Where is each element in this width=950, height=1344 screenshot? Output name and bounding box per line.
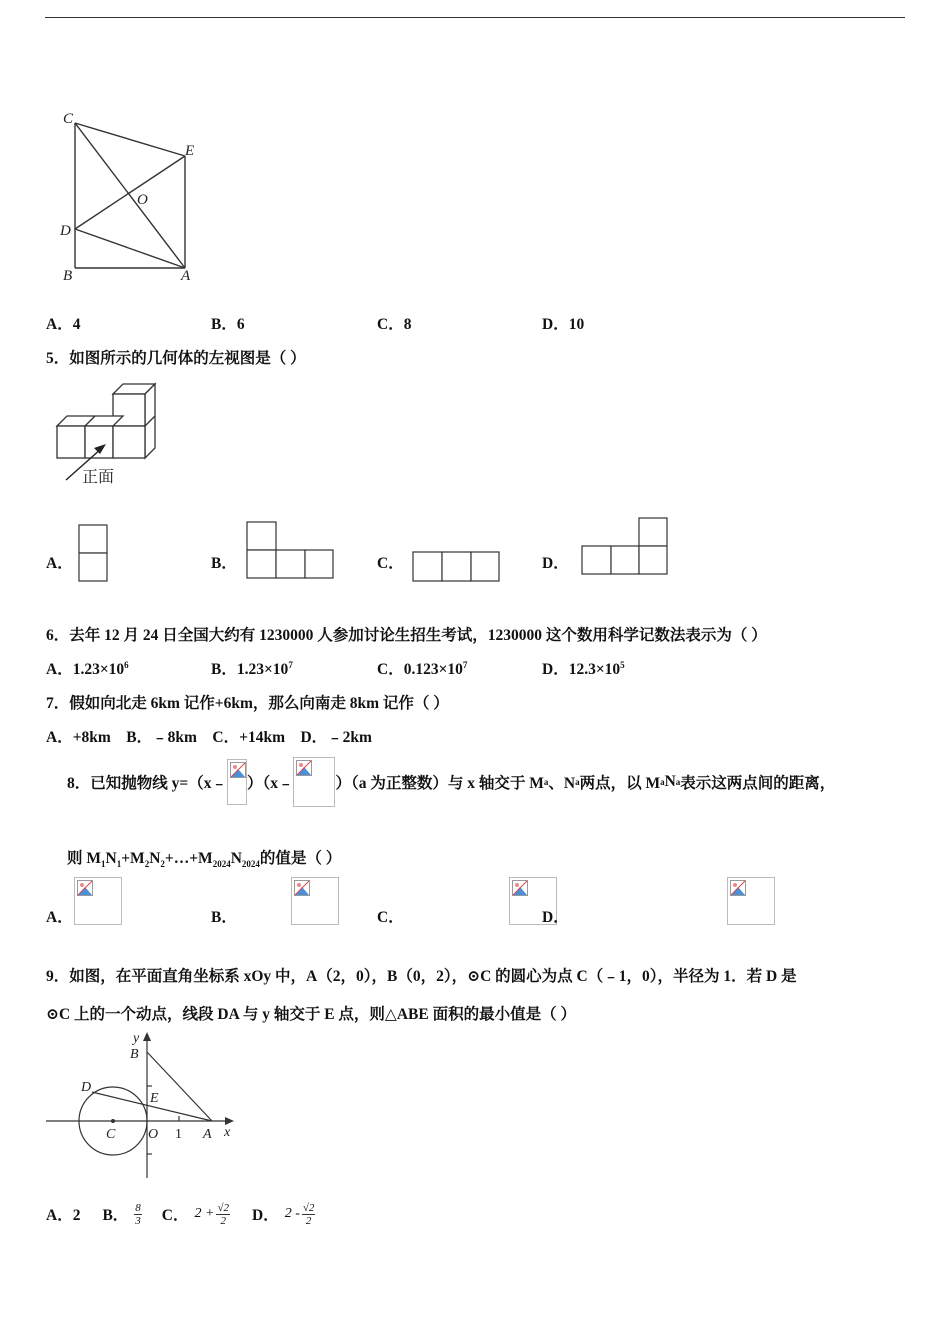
q4-option-c[interactable] [377, 312, 411, 334]
fraction-numerator: √2 [217, 1201, 229, 1214]
q9-option-c[interactable] [162, 1202, 230, 1227]
q9-option-b-fraction [134, 1202, 142, 1227]
q8-line2-t2: +M [121, 850, 145, 867]
cube-2 [85, 426, 113, 458]
q9-option-b[interactable] [102, 1202, 141, 1227]
label-C: C [106, 1127, 116, 1142]
q9-option-c-int: 2 + [194, 1206, 215, 1221]
q8-stem-part2: ）（x﹣ [246, 775, 294, 792]
q4-figure [55, 105, 215, 285]
q8-option-d-image[interactable] [727, 877, 775, 925]
q6-option-d[interactable] [542, 657, 625, 679]
q4-option-a-value: 4 [72, 316, 81, 333]
q8-line2-s4: 2 [160, 859, 165, 870]
q5-option-c-figure[interactable] [411, 550, 501, 584]
q7-options[interactable]: A．+8km B．﹣8km C．+14km D．﹣2km [46, 729, 372, 746]
q6-option-c-exp: 7 [462, 659, 468, 670]
front-label: 正面 [82, 469, 115, 486]
q8-option-a-image[interactable] [74, 877, 122, 925]
view-b-2 [276, 550, 305, 578]
q8-line2-s1: 1 [101, 859, 106, 870]
q8-broken-image-1 [227, 759, 247, 805]
q6-option-a-exp: 6 [124, 659, 129, 670]
label-D: D [60, 223, 71, 239]
seg-CE [75, 123, 185, 156]
fraction-denominator: 3 [135, 1214, 141, 1227]
q8-stem-part4: 、N [548, 775, 576, 792]
q9-option-d-letter: D． [252, 1207, 279, 1224]
q5-stem: 5．如图所示的几何体的左视图是（ ） [46, 350, 306, 367]
q6-option-b-exp: 7 [288, 659, 293, 670]
q6-option-b-letter: B． [211, 661, 237, 678]
q4-option-d[interactable] [542, 312, 584, 334]
q4-option-b[interactable] [211, 312, 245, 334]
q8-broken-image-2 [293, 757, 335, 807]
q7-stem: 7．假如向北走 6km 记作+6km，那么向南走 8km 记作（ ） [46, 695, 449, 712]
q6-option-d-base: 12.3×10 [568, 661, 621, 678]
q6-option-d-exp: 5 [620, 659, 625, 670]
q8-option-a-letter[interactable]: A． [46, 909, 73, 926]
q5-option-b-figure[interactable] [245, 520, 335, 582]
view-c-1 [413, 552, 442, 581]
seg-CA [75, 123, 185, 268]
view-c-2 [442, 552, 471, 581]
q9-stem-line2: ⊙C 上的一个动点，线段 DA 与 y 轴交于 E 点，则△ABE 面积的最小值是（ ） [46, 1006, 576, 1023]
label-A: A [181, 268, 191, 284]
view-b-top [247, 522, 276, 550]
label-1: 1 [175, 1127, 182, 1142]
q8-option-d-letter[interactable]: D． [542, 909, 569, 926]
view-d-top [639, 518, 667, 546]
seg-DA [75, 229, 185, 268]
broken-image-icon [230, 762, 246, 778]
q5-option-a-letter[interactable]: A． [46, 555, 73, 572]
q8-line2-t1: N [105, 850, 117, 867]
q8-sub-a-2: a [575, 777, 580, 787]
q8-option-b-letter[interactable]: B． [211, 909, 237, 926]
q6-option-c-letter: C． [377, 661, 404, 678]
q8-line2-s3: 2 [144, 859, 150, 870]
cube-3 [113, 426, 145, 458]
q9-option-c-letter: C． [161, 1207, 189, 1224]
q8-stem-part6: N [664, 773, 676, 790]
q8-stem-part7: 表示这两点间的距离， [680, 775, 836, 792]
q8-stem-line2 [67, 846, 341, 869]
q9-stem-line1: 9．如图，在平面直角坐标系 xOy 中，A（2，0），B（0，2），⊙C 的圆心为点 C（﹣1，0），半径为 1．若 D 是 [46, 968, 797, 985]
view-d-1 [582, 546, 611, 574]
view-b-3 [305, 550, 333, 578]
q4-option-a[interactable] [46, 312, 80, 334]
q9-option-a-value: 2 [72, 1207, 81, 1224]
view-b-1 [247, 550, 276, 578]
label-C: C [63, 111, 74, 127]
view-a-top [79, 525, 107, 553]
label-x: x [224, 1125, 231, 1140]
q8-stem-line1 [67, 756, 835, 808]
q8-sub-a-4: a [675, 777, 681, 787]
q4-option-c-value: 8 [403, 316, 412, 333]
q8-sub-a-1: a [543, 777, 549, 787]
q4-option-b-value: 6 [236, 316, 245, 333]
label-y: y [133, 1031, 140, 1046]
q8-line2-t5: N [230, 850, 242, 867]
q4-option-c-letter: C． [377, 316, 404, 333]
q6-option-c-base: 0.123×10 [403, 661, 463, 678]
q5-option-c-letter[interactable]: C． [377, 555, 404, 572]
q5-option-b-letter[interactable]: B． [211, 555, 237, 572]
q6-stem: 6．去年 12 月 24 日全国大约有 1230000 人参加讨论生招生考试，1230000 这个数用科学记数法表示为（ ） [46, 627, 767, 644]
fraction-numerator: √2 [302, 1201, 315, 1214]
q4-option-a-letter: A． [46, 316, 73, 333]
q9-option-d-int: 2 - [284, 1206, 300, 1221]
q9-option-d-fraction [302, 1202, 316, 1227]
q5-option-d-letter[interactable]: D． [542, 555, 569, 572]
q8-line2-s5: 2024 [212, 859, 231, 870]
label-B: B [63, 268, 73, 284]
q8-line2-s2: 1 [116, 859, 122, 870]
q6-option-b[interactable] [211, 657, 293, 679]
q6-option-b-base: 1.23×10 [236, 661, 289, 678]
q9-option-b-letter: B． [102, 1207, 129, 1224]
q8-option-b-image[interactable] [291, 877, 339, 925]
broken-image-icon [77, 880, 93, 896]
fraction-denominator: 2 [305, 1214, 312, 1227]
q8-stem-part1: 8．已知抛物线 y=（x﹣ [67, 775, 227, 792]
broken-image-icon [730, 880, 746, 896]
q9-option-a-letter: A． [46, 1207, 73, 1224]
cube-1 [57, 426, 85, 458]
label-O: O [137, 192, 148, 208]
q8-stem-part3: ）（a 为正整数）与 x 轴交于 M [335, 775, 544, 792]
q9-option-d[interactable] [252, 1202, 315, 1227]
q9-option-a[interactable] [46, 1203, 80, 1225]
q5-solid-figure [52, 380, 172, 490]
q8-line2-t3: N [149, 850, 161, 867]
fraction-denominator: 2 [220, 1214, 226, 1227]
q6-option-a-letter: A． [46, 661, 73, 678]
q6-option-d-letter: D． [542, 661, 569, 678]
q5-option-a-figure[interactable] [78, 523, 110, 583]
seg-DE [75, 156, 185, 229]
header-rule [45, 17, 905, 18]
q6-option-a-base: 1.23×10 [72, 661, 125, 678]
q4-option-d-value: 10 [568, 316, 585, 333]
fraction-numerator: 8 [135, 1201, 141, 1214]
q8-line2-t6: 的值是（ ） [259, 850, 342, 867]
broken-image-icon [294, 880, 310, 896]
q8-line2-prefix: 则 M [67, 850, 102, 867]
q8-option-c-letter[interactable]: C． [377, 909, 404, 926]
q9-coordinate-figure [44, 1030, 244, 1180]
q8-line2-t4: +…+M [164, 850, 213, 867]
broken-image-icon [512, 880, 528, 896]
label-E: E [185, 143, 195, 159]
y-axis-arrow [143, 1032, 151, 1041]
view-c-3 [471, 552, 499, 581]
label-D: D [81, 1080, 92, 1095]
q4-option-b-letter: B． [211, 316, 237, 333]
q5-option-d-figure[interactable] [580, 516, 670, 578]
q4-option-d-letter: D． [542, 316, 569, 333]
view-a-bottom [79, 553, 107, 581]
q9-options [46, 1196, 315, 1232]
view-d-3 [639, 546, 667, 574]
label-O: O [148, 1127, 159, 1142]
view-d-2 [611, 546, 639, 574]
q6-option-a[interactable] [46, 657, 129, 679]
q8-line2-s6: 2024 [241, 859, 260, 870]
x-axis-arrow [225, 1117, 234, 1125]
q8-sub-a-3: a [660, 777, 665, 787]
q8-stem-part5: 两点，以 M [579, 775, 661, 792]
label-E: E [150, 1091, 159, 1106]
center-c-dot [111, 1119, 115, 1123]
q9-option-c-fraction [216, 1202, 230, 1227]
broken-image-icon [296, 760, 312, 776]
seg-BA [147, 1052, 212, 1121]
label-A: A [203, 1127, 212, 1142]
q6-option-c[interactable] [377, 657, 467, 679]
label-B: B [130, 1047, 139, 1062]
